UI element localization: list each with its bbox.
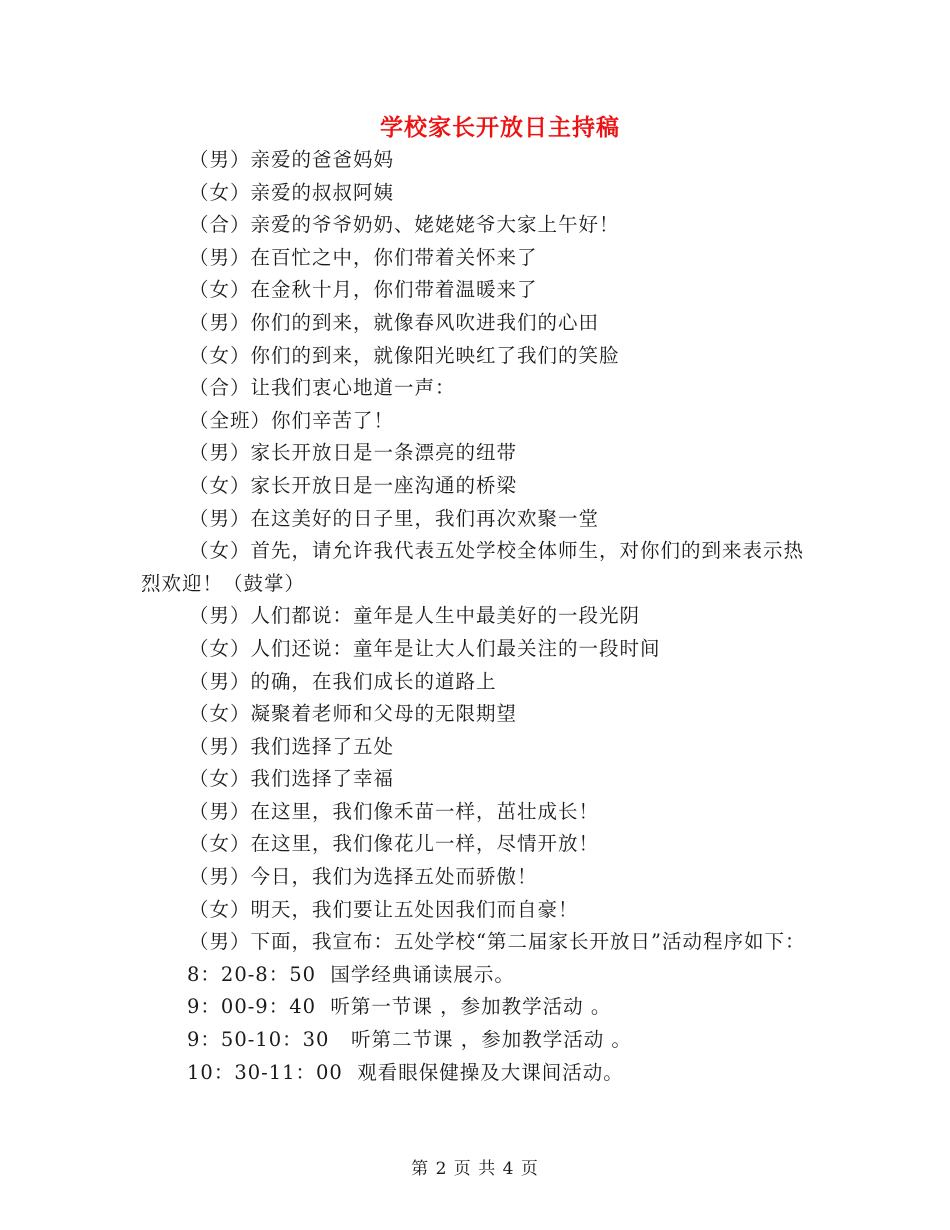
script-line: （女）家长开放日是一座沟通的桥梁	[189, 473, 518, 497]
document-title: 学校家长开放日主持稿	[380, 115, 620, 141]
script-line: （男）家长开放日是一条漂亮的纽带	[189, 441, 518, 465]
script-line: （男）在这里，我们像禾苗一样，茁壮成长！	[189, 799, 600, 823]
script-line: （男）的确，在我们成长的道路上	[189, 669, 497, 693]
script-line: （男）今日，我们为选择五处而骄傲！	[189, 865, 538, 889]
script-line: （女）亲爱的叔叔阿姨	[189, 180, 395, 204]
script-line: （女）明天，我们要让五处因我们而自豪！	[189, 897, 579, 921]
document-body	[141, 144, 806, 1089]
script-line: （女）人们还说：童年是让大人们最关注的一段时间	[189, 636, 661, 660]
script-line: （女）在金秋十月，你们带着温暖来了	[189, 278, 538, 302]
script-line: （全班）你们辛苦了！	[189, 408, 395, 432]
schedule-item: 10：30-11：00 观看眼保健操及大课间活动。	[187, 1060, 624, 1084]
script-line: （女）你们的到来，就像阳光映红了我们的笑脸	[189, 343, 620, 367]
schedule-item: 9：00-9：40 听第一节课 ，参加教学活动 。	[187, 995, 612, 1019]
script-line: （女）首先，请允许我代表五处学校全体师生，对你们的到来表示热烈欢迎！（鼓掌）	[141, 539, 805, 595]
script-line: （男）在百忙之中，你们带着关怀来了	[189, 245, 538, 269]
script-line: （男）亲爱的爸爸妈妈	[189, 148, 395, 171]
script-line: （男）下面，我宣布：五处学校“第二届家长开放日”活动程序如下：	[189, 930, 806, 954]
script-line: （合）亲爱的爷爷奶奶、姥姥姥爷大家上午好！	[189, 213, 620, 237]
schedule-item: 8：20-8：50 国学经典诵读展示。	[187, 962, 515, 986]
script-line: （男）在这美好的日子里，我们再次欢聚一堂	[189, 506, 600, 530]
script-line: （男）人们都说：童年是人生中最美好的一段光阴	[189, 604, 641, 628]
script-line: （男）你们的到来，就像春风吹进我们的心田	[189, 310, 600, 334]
script-line: （女）在这里，我们像花儿一样，尽情开放！	[189, 832, 600, 856]
page-footer: 第 2 页 共 4 页	[411, 1159, 539, 1179]
script-line: （男）我们选择了五处	[189, 734, 395, 758]
script-line: （女）凝聚着老师和父母的无限期望	[189, 702, 518, 726]
script-line: （合）让我们衷心地道一声：	[189, 376, 456, 400]
schedule-item: 9：50-10：30 听第二节课 ，参加教学活动 。	[187, 1028, 632, 1052]
script-line: （女）我们选择了幸福	[189, 767, 395, 791]
